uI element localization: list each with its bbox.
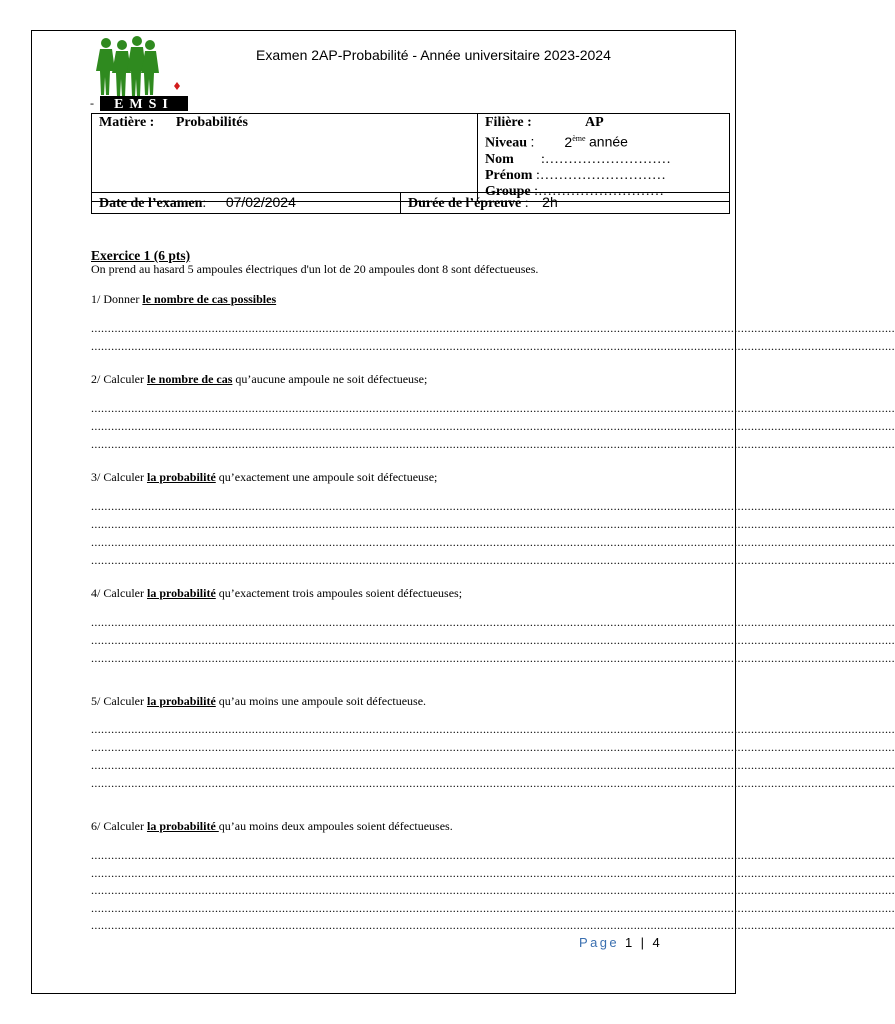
answer-line[interactable]: ................................................................................................................................................................................................................................................ <box>91 437 895 451</box>
answer-line[interactable]: ................................................................................................................................................................................................................................................ <box>91 901 895 915</box>
exercise-block <box>91 248 681 277</box>
niveau-word: année <box>589 133 628 150</box>
answer-line[interactable]: ................................................................................................................................................................................................................................................ <box>91 321 895 335</box>
prenom-label: Prénom <box>485 167 533 183</box>
question-5: 5/ Calculer la probabilité qu’au moins une ampoule soit défectueuse. <box>91 694 427 708</box>
date-label: Date de l’examen <box>99 196 203 211</box>
answer-line[interactable]: ................................................................................................................................................................................................................................................ <box>91 848 895 862</box>
exercise-intro: On prend au hasard 5 ampoules électriques d'un lot de 20 ampoules dont 8 sont défectueuses. <box>91 262 539 276</box>
answer-line[interactable]: ................................................................................................................................................................................................................................................ <box>91 339 895 353</box>
answer-line[interactable]: ................................................................................................................................................................................................................................................ <box>91 918 895 932</box>
prenom-field[interactable]: :……………………… <box>535 167 666 183</box>
filiere-value: AP <box>585 115 604 130</box>
answer-line[interactable]: ................................................................................................................................................................................................................................................ <box>91 633 895 647</box>
matiere-label: Matière : <box>99 115 155 130</box>
answer-line[interactable]: ................................................................................................................................................................................................................................................ <box>91 553 895 567</box>
answer-line[interactable]: ................................................................................................................................................................................................................................................ <box>91 517 895 531</box>
answer-line[interactable]: ................................................................................................................................................................................................................................................ <box>91 615 895 629</box>
duree-value: 2h <box>542 194 558 210</box>
answer-line[interactable]: ................................................................................................................................................................................................................................................ <box>91 776 895 790</box>
question-2: 2/ Calculer le nombre de cas qu’aucune ampoule ne soit défectueuse; <box>91 372 428 386</box>
groupe-label: Groupe <box>485 183 531 199</box>
matiere-value: Probabilités <box>175 115 248 130</box>
groupe-field[interactable]: :……………………… <box>534 183 665 199</box>
answer-line[interactable]: ................................................................................................................................................................................................................................................ <box>91 535 895 549</box>
niveau-number: 2 <box>564 133 573 150</box>
question-4: 4/ Calculer la probabilité qu’exactement trois ampoules soient défectueuses; <box>91 586 463 600</box>
answer-line[interactable]: ................................................................................................................................................................................................................................................ <box>91 499 895 513</box>
exam-info-table <box>91 192 730 214</box>
student-info-cell <box>478 114 730 202</box>
logo-dash: - <box>90 96 94 110</box>
exercise-title: Exercice 1 (6 pts) <box>91 248 191 263</box>
logo-text: EMSI <box>114 97 174 112</box>
answer-line[interactable]: ................................................................................................................................................................................................................................................ <box>91 419 895 433</box>
answer-line[interactable]: ................................................................................................................................................................................................................................................ <box>91 866 895 880</box>
duree-label: Durée de l’épreuve <box>408 196 522 211</box>
matiere-cell <box>92 114 478 202</box>
niveau-colon: : <box>530 133 535 150</box>
filiere-label: Filière : <box>485 115 532 130</box>
exam-title: Examen 2AP-Probabilité - Année universitaire 2023-2024 <box>256 47 611 63</box>
question-3: 3/ Calculer la probabilité qu’exactement une ampoule soit défectueuse; <box>91 470 438 484</box>
info-table <box>91 113 730 202</box>
answer-line[interactable]: ................................................................................................................................................................................................................................................ <box>91 722 895 736</box>
nom-label: Nom <box>485 151 514 167</box>
date-value: 07/02/2024 <box>225 194 296 210</box>
question-6: 6/ Calculer la probabilité qu’au moins deux ampoules soient défectueuses. <box>91 819 453 833</box>
answer-line[interactable]: ................................................................................................................................................................................................................................................ <box>91 740 895 754</box>
answer-line[interactable]: ................................................................................................................................................................................................................................................ <box>91 401 895 415</box>
answer-line[interactable]: ................................................................................................................................................................................................................................................ <box>91 651 895 665</box>
niveau-sup: ème <box>572 134 586 143</box>
date-cell: Date de l’examen: 07/02/2024 <box>92 193 401 214</box>
answer-line[interactable]: ................................................................................................................................................................................................................................................ <box>91 758 895 772</box>
duree-cell: Durée de l’épreuve : 2h <box>401 193 730 214</box>
niveau-label: Niveau <box>485 135 527 151</box>
emsi-logo <box>92 35 192 113</box>
page-number: Page 1 | 4 <box>579 935 663 950</box>
nom-field[interactable]: :……………………… <box>541 151 671 167</box>
answer-line[interactable]: ................................................................................................................................................................................................................................................ <box>91 883 895 897</box>
question-1: 1/ Donner le nombre de cas possibles <box>91 292 277 306</box>
